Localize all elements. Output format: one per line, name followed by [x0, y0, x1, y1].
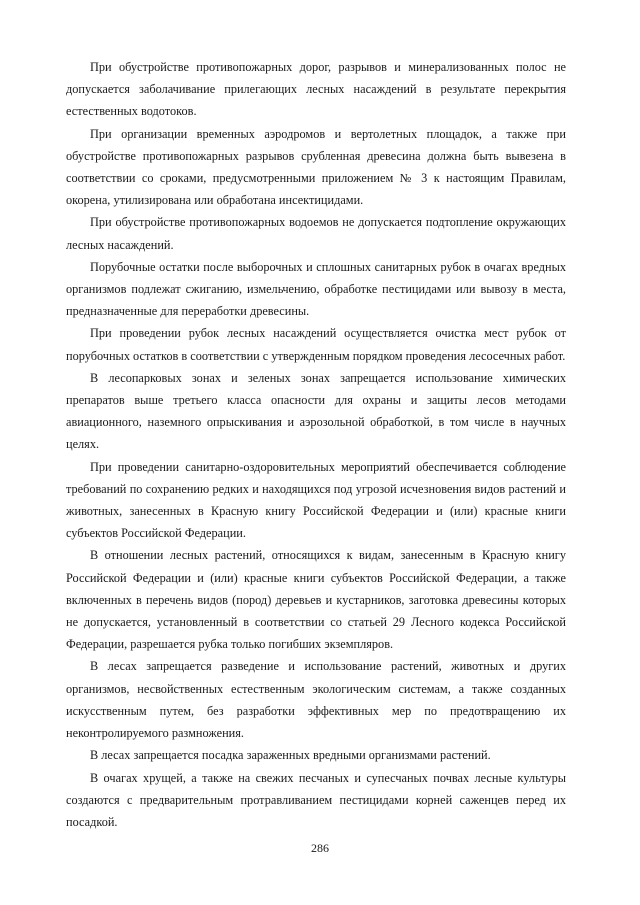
paragraph-1: При обустройстве противопожарных дорог, разрывов и минерализованных полос не допускается заболачивание прилегающих лесных насаждений в результате перекрытия естественных водотоков. — [66, 60, 566, 119]
paragraph-10: В лесах запрещается посадка зараженных вредными организмами растений. — [90, 748, 491, 763]
paragraph-11: В очагах хрущей, а также на свежих песчаных и супесчаных почвах лесные культуры создаются с предварительным протравливанием пестицидами корней саженцев перед их посадкой. — [66, 770, 566, 829]
paragraph-9: В лесах запрещается разведение и использование растений, животных и других организмов, несвойственных естественным экологическим системам, а также созданных искусственным путем, без разработки эффективных мер по предотвращению их неконтролируемого размножения. — [66, 659, 566, 741]
page-number: 286 — [311, 841, 329, 855]
paragraph-2: При организации временных аэродромов и вертолетных площадок, а также при обустройстве противопожарных разрывов срубленная древесина должна быть вывезена в соответствии со сроками, предусмотренными приложением № 3 к настоящим Правилам, окорена, утилизирована или обработана инсектицидами. — [66, 126, 566, 208]
paragraph-4: Порубочные остатки после выборочных и сплошных санитарных рубок в очагах вредных организмов подлежат сжиганию, измельчению, обработке пестицидами или вывозу в места, предназначенные для переработки древесины. — [66, 259, 566, 319]
paragraph-3: При обустройстве противопожарных водоемов не допускается подтопление окружающих лесных насаждений. — [66, 215, 566, 252]
paragraph-6: В лесопарковых зонах и зеленых зонах запрещается использование химических препаратов выше третьего класса опасности для охраны и защиты лесов методами авиационного, наземного опрыскивания и аэрозольной обработкой, в том числе в научных целях. — [66, 370, 566, 452]
paragraph-8: В отношении лесных растений, относящихся к видам, занесенным в Красную книгу Российской Федерации и (или) красные книги субъектов Российской Федерации, а также включенных в перечень видов (пород) деревьев и кустарников, заготовка древесины которых не допускается, установленный в соответствии со статьей 29 Лесного кодекса Российской Федерации, разрешается рубка только погибших экземпляров. — [66, 548, 566, 652]
body-text — [66, 56, 566, 833]
paragraph-7: При проведении санитарно-оздоровительных мероприятий обеспечивается соблюдение требований по сохранению редких и находящихся под угрозой исчезновения видов растений и животных, занесенных в Красную книгу Российской Федерации и (или) красные книги субъектов Российской Федерации. — [66, 459, 566, 541]
paragraph-5: При проведении рубок лесных насаждений осуществляется очистка мест рубок от порубочных остатков в соответствии с утвержденным порядком проведения лесосечных работ. — [66, 326, 566, 363]
